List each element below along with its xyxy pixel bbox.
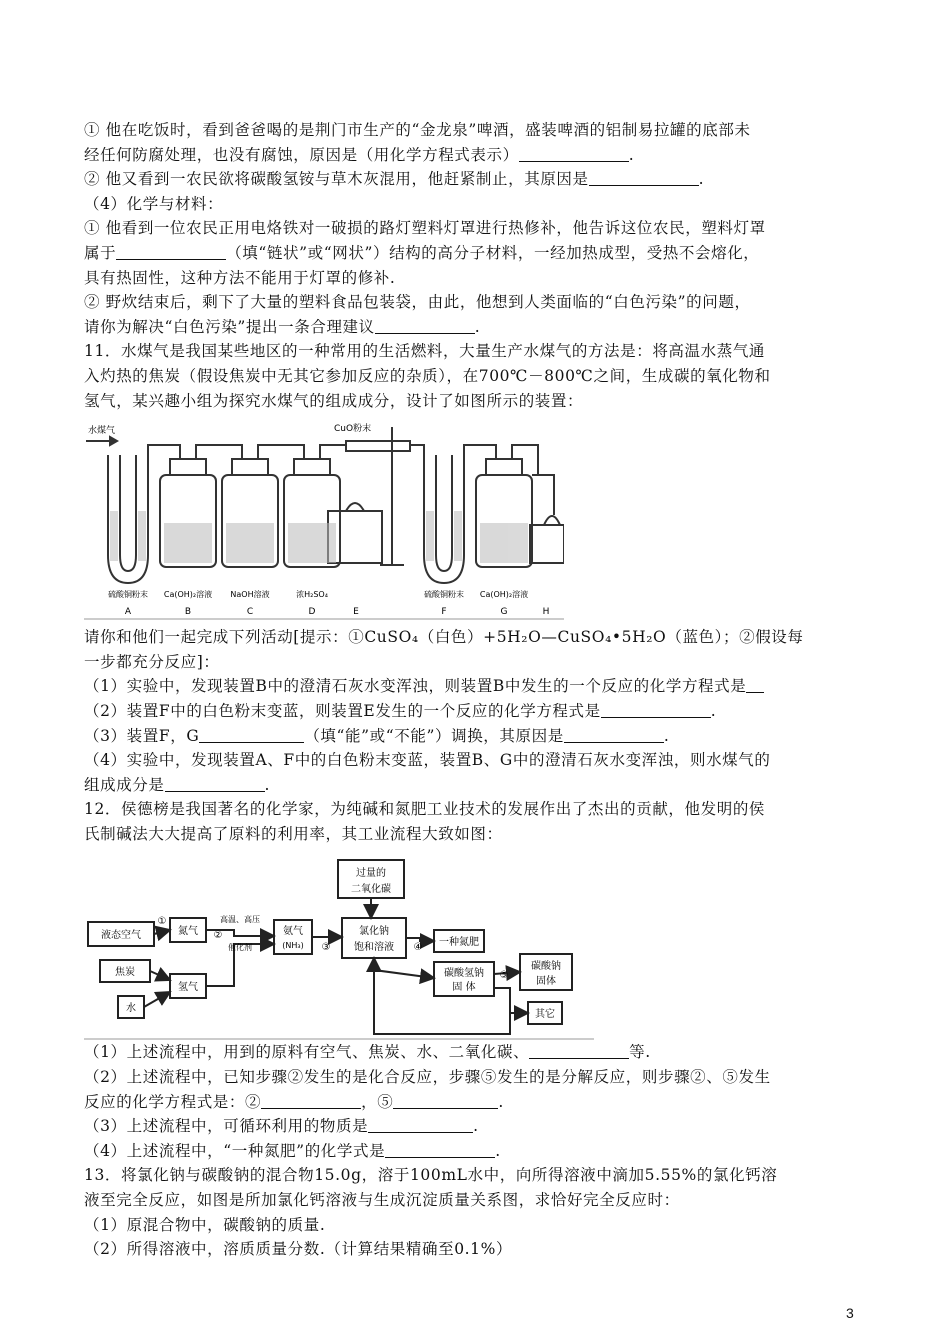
answer-blank[interactable]	[601, 700, 711, 718]
text-line: 一步都充分反应]：	[84, 652, 220, 671]
text-line: （1）实验中，发现装置B中的澄清石灰水变浑浊，则装置B中发生的一个反应的化学方程式是	[84, 674, 874, 699]
text-line: （4）上述流程中，“一种氮肥”的化学式是 .	[84, 1141, 501, 1160]
question-12-text: 12．侯德榜是我国著名的化学家，为纯碱和氮肥工业技术的发展作出了杰出的贡献，他发明的侯	[84, 800, 766, 819]
question-13-text: 13．将氯化钠与碳酸钠的混合物15.0g，溶于100mL水中，向所得溶液中滴加5.55%的氯化钙溶	[84, 1166, 778, 1185]
answer-blank[interactable]	[519, 144, 629, 162]
node-nahco3-b: 固 体	[452, 982, 476, 994]
node-co2: 过量的	[356, 868, 386, 880]
apparatus-letter: D	[308, 607, 316, 618]
step-label: ⑤	[499, 970, 509, 982]
answer-blank[interactable]	[116, 242, 226, 260]
node-air: 液态空气	[101, 930, 141, 942]
text-line: （4）实验中，发现装置A、F中的白色粉末变蓝，装置B、G中的澄清石灰水变浑浊，则水煤气的	[84, 751, 771, 770]
exam-page	[84, 118, 874, 1262]
apparatus-svg	[84, 415, 564, 625]
answer-blank[interactable]	[529, 1041, 629, 1059]
step-label: ④	[413, 942, 423, 954]
text-line: （2）装置F中的白色粉末变蓝，则装置E发生的一个反应的化学方程式是 .	[84, 701, 717, 720]
text-line: 具有热固性，这种方法不能用于灯罩的修补.	[84, 268, 396, 287]
apparatus-letter: A	[124, 607, 132, 618]
page-number: 3	[846, 1305, 854, 1321]
text-line: 液至完全反应，如图是所加氯化钙溶液与生成沉淀质量关系图，求恰好完全反应时：	[84, 1191, 680, 1210]
text-line: 组成成分是 .	[84, 775, 271, 794]
text-line: （4）化学与材料：	[84, 194, 224, 213]
condition-label: 高温、高压	[220, 915, 260, 925]
node-nh3: 氨气	[283, 926, 303, 938]
node-h2: 氢气	[178, 982, 198, 994]
apparatus-letter: E	[353, 607, 359, 618]
apparatus-letter: B	[184, 607, 192, 618]
apparatus-letter: C	[246, 607, 254, 618]
answer-blank[interactable]	[393, 1091, 498, 1109]
step-label: ②	[213, 930, 223, 942]
apparatus-letter: F	[441, 607, 447, 618]
cuo-label: CuO粉末	[334, 424, 372, 435]
text-line: （3）上述流程中，可循环利用的物质是 .	[84, 1117, 479, 1136]
node-na2co3-b: 固体	[536, 976, 556, 988]
text-line: 入灼热的焦炭（假设焦炭中无其它参加反应的杂质），在700℃－800℃之间，生成碳的氧化物和	[84, 366, 771, 385]
answer-blank[interactable]	[375, 316, 475, 334]
text-line: （3）装置F，G （填“能”或“不能”）调换，其原因是 .	[84, 726, 670, 745]
text-line: （2）上述流程中，已知步骤②发生的是化合反应，步骤⑤发生的是分解反应，则步骤②、⑤发生	[84, 1068, 771, 1087]
flow-diagram	[84, 850, 874, 1040]
reagent-label: 浓H₂SO₄	[296, 590, 328, 600]
node-nacl: 氯化钠	[359, 926, 389, 938]
node-water: 水	[126, 1003, 136, 1015]
step-label: ①	[157, 916, 167, 928]
answer-blank[interactable]	[165, 774, 265, 792]
step-label: ③	[321, 942, 331, 954]
answer-blank[interactable]	[261, 1091, 361, 1109]
apparatus-letter: G	[500, 607, 508, 618]
answer-blank[interactable]	[199, 725, 304, 743]
node-nacl-b: 饱和溶液	[354, 942, 394, 954]
text-line: 氢气，某兴趣小组为探究水煤气的组成成分，设计了如图所示的装置：	[84, 391, 584, 410]
inlet-label: 水煤气	[88, 426, 116, 437]
text-line: ① 他在吃饭时，看到爸爸喝的是荆门市生产的“金龙泉”啤酒，盛装啤酒的铝制易拉罐的底部未	[84, 121, 751, 139]
text-line: （1）原混合物中，碳酸钠的质量.	[84, 1215, 326, 1234]
text-line: ② 他又看到一农民欲将碳酸氢铵与草木灰混用，他赶紧制止，其原因是 .	[84, 170, 705, 189]
answer-blank[interactable]	[589, 168, 699, 186]
node-other: 其它	[535, 1009, 555, 1021]
answer-blank[interactable]	[746, 675, 764, 693]
node-co2-b: 二氧化碳	[351, 884, 391, 896]
reagent-label: NaOH溶液	[230, 590, 270, 600]
reagent-label: Ca(OH)₂溶液	[479, 590, 529, 600]
node-nahco3: 碳酸氢钠	[444, 968, 484, 980]
text-line: （1）上述流程中，用到的原料有空气、焦炭、水、二氧化碳、 等.	[84, 1043, 651, 1062]
text-line: ① 他看到一位农民正用电烙铁对一破损的路灯塑料灯罩进行热修补，他告诉这位农民，塑料灯罩	[84, 219, 766, 238]
catalyst-label: 催化剂	[228, 943, 252, 953]
text-line: 反应的化学方程式是：② ，⑤ .	[84, 1092, 504, 1111]
apparatus-diagram	[84, 415, 874, 625]
apparatus-letter: H	[542, 607, 550, 618]
answer-blank[interactable]	[368, 1115, 473, 1133]
text-line: 经任何防腐处理，也没有腐蚀，原因是（用化学方程式表示） .	[84, 145, 635, 164]
flow-svg	[84, 850, 604, 1040]
answer-blank[interactable]	[385, 1140, 495, 1158]
answer-blank[interactable]	[564, 725, 664, 743]
question-11-text: 11．水煤气是我国某些地区的一种常用的生活燃料，大量生产水煤气的方法是：将高温水蒸气通	[84, 342, 766, 361]
text-line: ② 野炊结束后，剩下了大量的塑料食品包装袋，由此，他想到人类面临的“白色污染”的问题，	[84, 293, 751, 312]
text-line: 请你和他们一起完成下列活动[提示：①CuSO₄（白色）+5H₂O—CuSO₄•5H₂O（蓝色）；②假设每	[84, 628, 804, 647]
reagent-label: 硫酸铜粉末	[108, 590, 148, 600]
reagent-label: 硫酸铜粉末	[424, 590, 464, 600]
reagent-label: Ca(OH)₂溶液	[163, 590, 213, 600]
text-line: 氏制碱法大大提高了原料的利用率，其工业流程大致如图：	[84, 824, 503, 843]
text-line: 属于 （填“链状”或“网状”）结构的高分子材料，一经加热成型，受热不会熔化，	[84, 243, 760, 262]
node-na2co3: 碳酸钠	[531, 961, 561, 973]
text-line: 请你为解决“白色污染”提出一条合理建议 .	[84, 317, 481, 336]
node-coke: 焦炭	[115, 967, 135, 979]
text-line: （2）所得溶液中，溶质质量分数.（计算结果精确至0.1%）	[84, 1240, 513, 1259]
node-nh3-formula: (NH₃)	[282, 941, 304, 951]
node-fertilizer: 一种氮肥	[439, 937, 479, 949]
node-n2: 氮气	[178, 926, 198, 938]
